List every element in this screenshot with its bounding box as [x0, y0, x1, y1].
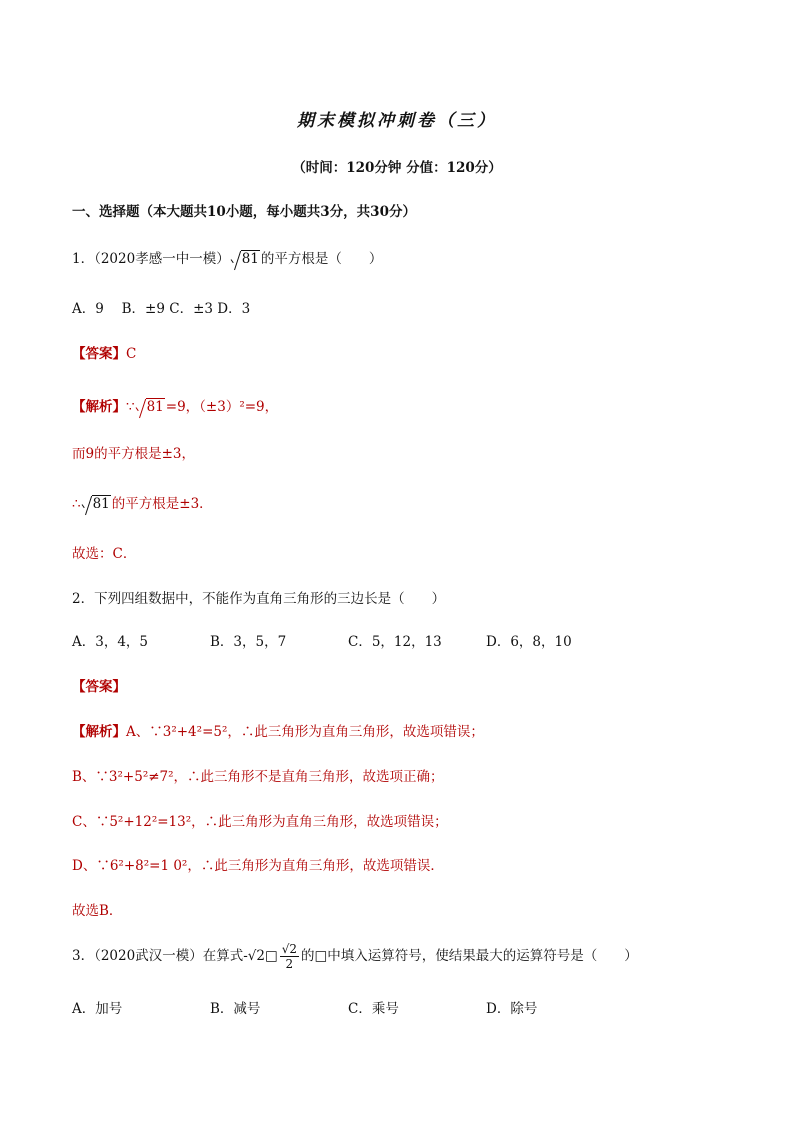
q1-analysis-line-1 — [72, 398, 278, 416]
question-2-stem: 2．下列四组数据中，不能作为直角三角形的三边长是（ ） — [72, 591, 446, 607]
q2-analysis-a — [72, 723, 484, 741]
option-b: B．减号 — [210, 1001, 261, 1017]
q1-suffix: 的平方根是（ ） — [260, 251, 383, 267]
sqrt-symbol — [231, 250, 260, 268]
q2-analysis-d: D、∵6²+8²=1 0²，∴此三角形为直角三角形，故选项错误． — [72, 858, 444, 874]
q2-analysis-c: C、∵5²+12²=13²，∴此三角形为直角三角形，故选项错误； — [72, 814, 448, 830]
analysis-label: 【解析】 — [72, 399, 126, 415]
option-c: C．5，12，13 — [348, 634, 442, 650]
option-b: B．3，5，7 — [210, 634, 287, 650]
q1-prefix: 1．（2020孝感一中一模） — [72, 251, 230, 267]
exam-info: （时间：120分钟 分值：120分） — [292, 160, 502, 176]
q2-analysis-b: B、∵3²+5²≠7²，∴此三角形不是直角三角形，故选项正确； — [72, 769, 444, 785]
therefore-symbol: ∴ — [72, 496, 81, 512]
option-c: C．乘号 — [348, 1001, 399, 1017]
q1-analysis-line-3 — [72, 495, 213, 513]
option-d: D．除号 — [486, 1001, 538, 1017]
analysis-text: A、∵3²+4²=5²，∴此三角形为直角三角形，故选项错误； — [126, 724, 484, 740]
q1-radicand: 81 — [241, 251, 259, 267]
analysis-text: =9，（±3）²=9， — [165, 399, 279, 415]
answer-label: 【答案】 — [72, 346, 126, 362]
q1-analysis-line-2: 而9的平方根是±3， — [72, 446, 195, 462]
analysis-label: 【解析】 — [72, 724, 126, 740]
sqrt-symbol — [136, 398, 165, 416]
section-heading: 一、选择题（本大题共10小题，每小题共3分，共30分） — [72, 204, 416, 220]
question-1-stem — [72, 250, 382, 268]
answer-value: C — [126, 346, 137, 362]
q2-conclusion: 故选B． — [72, 903, 123, 919]
because-symbol: ∵ — [126, 399, 135, 415]
q1-analysis-line-4: 故选：C． — [72, 546, 137, 562]
question-1-options: A．9 B．±9 C．±3 D．3 — [72, 301, 251, 317]
option-d: D．6，8，10 — [486, 634, 572, 650]
fraction-numerator: √2 — [281, 942, 297, 956]
fraction-denominator: 2 — [285, 957, 294, 971]
question-2-options — [72, 633, 572, 651]
option-a: A．加号 — [72, 1001, 123, 1017]
question-3-stem — [72, 942, 638, 971]
q2-answer-label: 【答案】 — [72, 679, 126, 695]
q3-prefix: 3．（2020武汉一模）在算式-√2□ — [72, 948, 278, 964]
fraction — [280, 942, 299, 971]
question-3-options — [72, 1000, 537, 1018]
analysis-text: 的平方根是±3． — [111, 496, 213, 512]
option-a: A．3，4，5 — [72, 634, 149, 650]
q3-suffix: 的□中填入运算符号，使结果最大的运算符号是（ ） — [301, 948, 638, 964]
q1-answer — [72, 345, 136, 363]
q1-radicand: 81 — [92, 496, 110, 512]
q1-radicand: 81 — [146, 399, 164, 415]
page-title: 期末模拟冲刺卷（三） — [297, 111, 497, 131]
sqrt-symbol — [82, 495, 111, 513]
